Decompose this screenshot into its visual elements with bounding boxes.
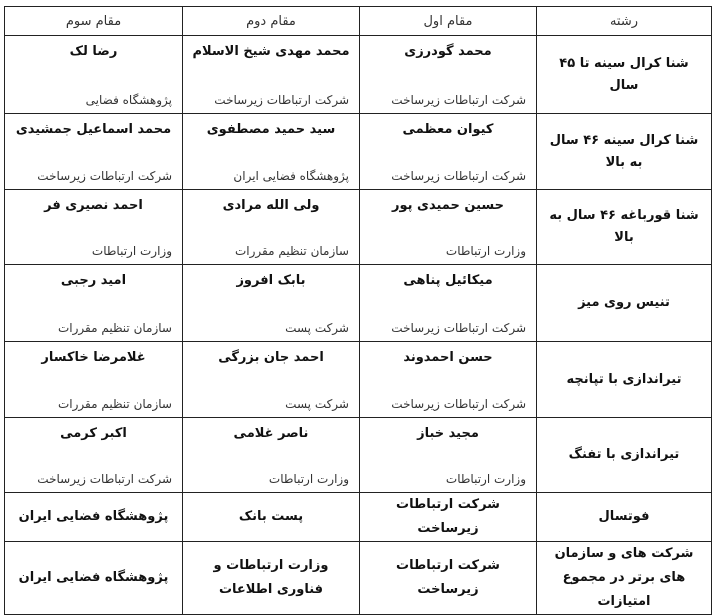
field-name: تیراندازی با تفنگ [537,418,712,493]
overall-second: وزارت ارتباطات و فناوری اطلاعات [183,542,360,615]
field-name: شرکت های و سازمان های برتر در مجموع امتیازات [537,542,712,615]
second-place-cell [183,418,360,493]
winner-name: احمد نصیری فر [44,198,143,213]
winner-name: اکبر کرمی [60,426,127,441]
winner-name: رضا لک [69,44,118,59]
field-name: شنا کرال سینه ۴۶ سال به بالا [537,114,712,190]
field-name: شنا قورباغه ۴۶ سال به بالا [537,190,712,265]
table-row-overall [5,542,712,615]
second-place-cell [183,190,360,265]
first-place-cell [360,418,537,493]
third-place-cell [5,190,183,265]
winner-name: حسن احمدوند [403,350,493,365]
table-row [5,265,712,342]
second-place-cell [183,114,360,190]
winner-org: سازمان تنظیم مقررات [58,321,172,335]
third-place-cell [5,265,183,342]
winner-name: امید رجبی [60,273,127,288]
overall-first: شرکت ارتباطات زیرساخت [360,542,537,615]
field-name: تیراندازی با تپانچه [537,342,712,418]
table-row-futsal [5,493,712,542]
third-place-cell [5,36,183,114]
first-place-cell [360,190,537,265]
winner-org: شرکت ارتباطات زیرساخت [391,397,526,411]
winner-name: بابک افروز [236,273,306,288]
futsal-third: پژوهشگاه فضایی ایران [5,493,183,542]
winner-org: شرکت ارتباطات زیرساخت [391,93,526,107]
first-place-cell [360,36,537,114]
winner-org: وزارت ارتباطات [445,472,526,486]
winner-org: پژوهشگاه فضایی [85,93,172,107]
third-place-cell [5,342,183,418]
header-second-place: مقام دوم [183,7,360,36]
header-field: رشته [537,7,712,36]
winner-name: کیوان معظمی [402,122,494,137]
results-table-container [4,6,711,615]
winner-name: حسین حمیدی پور [392,198,504,213]
winner-name: محمد مهدی شیخ الاسلام [192,44,350,59]
winner-name: محمد گودرزی [404,44,492,59]
winner-org: شرکت ارتباطات زیرساخت [391,169,526,183]
table-row [5,114,712,190]
field-name: تنیس روی میز [537,265,712,342]
winner-name: محمد اسماعیل جمشیدی [15,122,172,137]
winner-name: احمد جان بزرگی [218,350,324,365]
header-row [5,7,712,36]
winner-org: شرکت ارتباطات زیرساخت [37,472,172,486]
third-place-cell [5,114,183,190]
results-table [4,6,712,615]
winner-org: شرکت پست [285,321,349,335]
winner-name: سید حمید مصطفوی [206,122,336,137]
field-name: شنا کرال سینه تا ۴۵ سال [537,36,712,114]
winner-org: سازمان تنظیم مقررات [235,244,349,258]
table-row [5,36,712,114]
first-place-cell [360,342,537,418]
winner-org: وزارت ارتباطات [268,472,349,486]
header-first-place: مقام اول [360,7,537,36]
winner-name: میکائیل پناهی [403,273,493,288]
futsal-first: شرکت ارتباطات زیرساخت [360,493,537,542]
winner-org: شرکت ارتباطات زیرساخت [391,321,526,335]
winner-name: ولی الله مرادی [222,198,320,213]
winner-org: وزارت ارتباطات [91,244,172,258]
winner-org: شرکت پست [285,397,349,411]
header-third-place: مقام سوم [5,7,183,36]
second-place-cell [183,265,360,342]
winner-org: وزارت ارتباطات [445,244,526,258]
winner-org: پژوهشگاه فضایی ایران [233,169,349,183]
winner-name: ناصر غلامی [233,426,309,441]
field-name: فوتسال [537,493,712,542]
overall-third: پژوهشگاه فضایی ایران [5,542,183,615]
table-row [5,418,712,493]
first-place-cell [360,265,537,342]
first-place-cell [360,114,537,190]
third-place-cell [5,418,183,493]
second-place-cell [183,36,360,114]
winner-org: سازمان تنظیم مقررات [58,397,172,411]
winner-org: شرکت ارتباطات زیرساخت [214,93,349,107]
winner-org: شرکت ارتباطات زیرساخت [37,169,172,183]
winner-name: غلامرضا خاکسار [41,350,146,365]
futsal-second: پست بانک [183,493,360,542]
table-row [5,190,712,265]
second-place-cell [183,342,360,418]
table-row [5,342,712,418]
winner-name: مجید خباز [417,426,479,441]
